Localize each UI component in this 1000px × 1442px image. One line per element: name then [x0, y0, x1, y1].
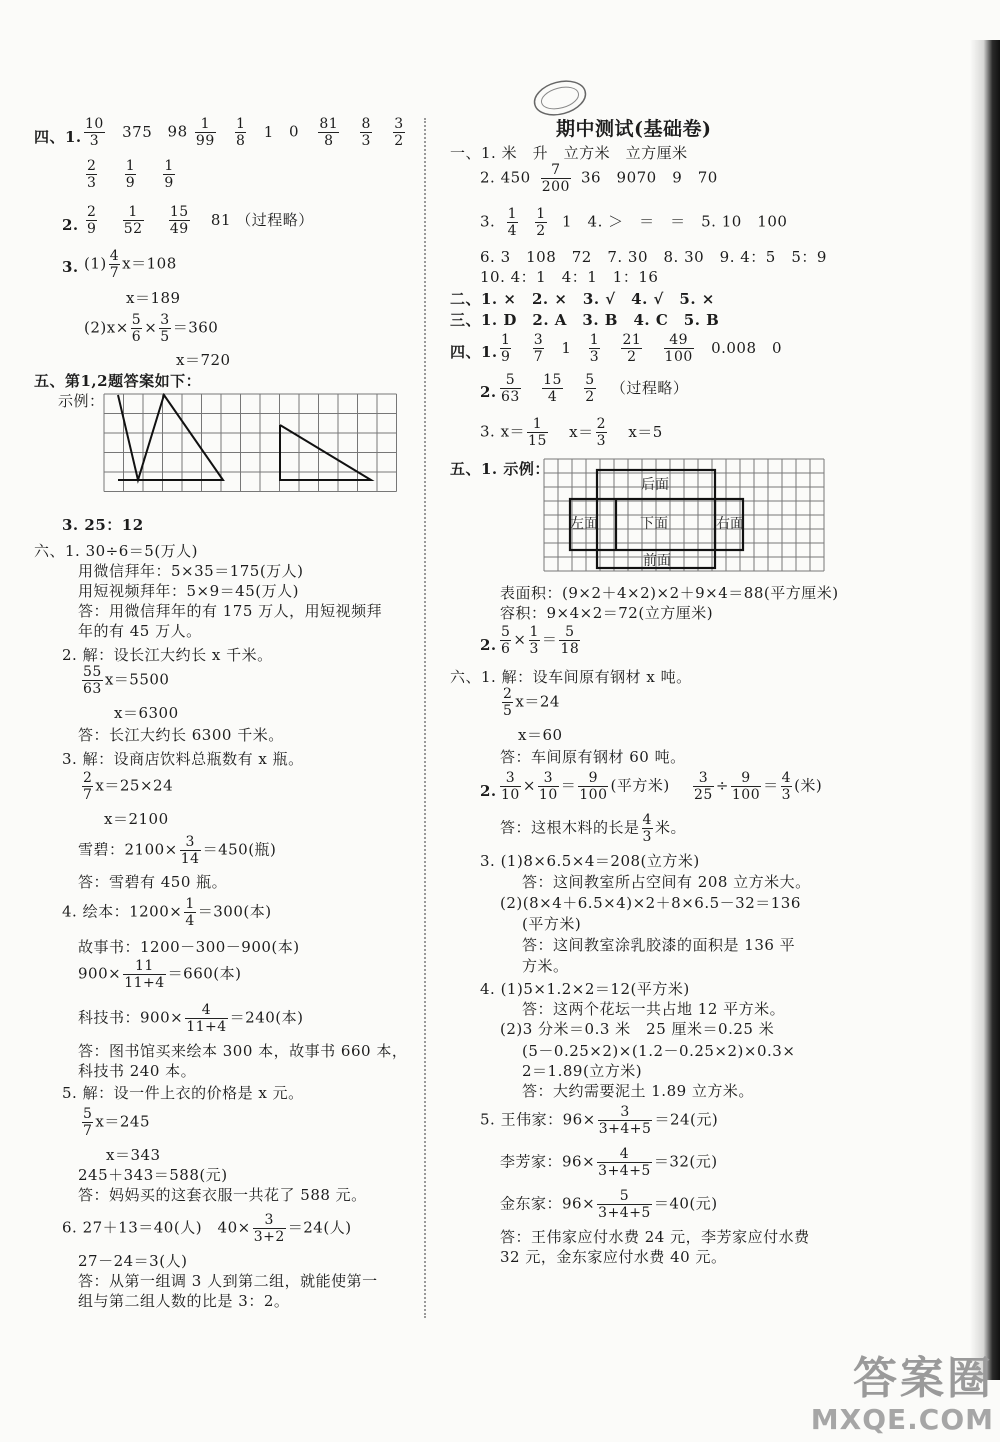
fraction: $\frac{1}{52}$: [123, 204, 143, 237]
left-s6-q5-eq: $\frac{5}{7}$ x＝245: [83, 1106, 151, 1139]
left-s4-q2-label: 2.: [62, 216, 79, 234]
label-left: 左面: [570, 516, 598, 532]
left-s6-q5-ans: x＝343: [106, 1146, 161, 1164]
fraction: $\frac{2}{9}$: [87, 204, 97, 237]
left-s4-q3-1-answer: x＝189: [126, 289, 181, 307]
right-s5-q2: $\frac{5}{6}$ × $\frac{1}{3}$ ＝ $\frac{5}{18}$: [501, 624, 580, 657]
right-s6-q2-reply: 答：这根木料的长是 $\frac{4}{3}$ 米。: [500, 812, 686, 845]
fraction: $\frac{1}{9}$: [125, 158, 136, 191]
fraction: $\frac{2}{5}$: [503, 686, 513, 719]
fraction: $\frac{1}{4}$: [507, 206, 518, 239]
label-bottom: 下面: [640, 516, 668, 532]
right-s6-q3-l4: (平方米): [522, 915, 582, 933]
fraction: $\frac{9}{100}$: [731, 770, 761, 803]
right-s1-q6: 6. 3 108 72 7. 30 8. 30 9. 4：5 5：9: [480, 248, 827, 266]
right-s6-q5-reply-2: 32 元，金东家应付水费 40 元。: [500, 1248, 727, 1266]
fraction: $\frac{5}{6}$: [131, 312, 142, 345]
watermark-main: 答案圈: [853, 1353, 994, 1404]
left-s6-q4-l2: 故事书：1200－300－900(本): [78, 938, 300, 956]
right-s6-q4-l1: 4. (1)5×1.2×2＝12(平方米): [480, 980, 690, 998]
watermark-logo: [811, 1354, 994, 1436]
left-s6-q3-eq: $\frac{2}{7}$ x＝25×24: [83, 770, 174, 803]
triangles-shape: [118, 395, 223, 480]
left-s6-q1-l3: 用短视频拜年：5×9＝45(万人): [78, 582, 299, 600]
column-separator: [424, 118, 426, 1318]
fraction: $\frac{7}{200}$: [541, 162, 570, 195]
left-s6-q2-ans: x＝6300: [114, 704, 179, 722]
left-s6-q4-reply-1: 答：图书馆买来绘本 300 本，故事书 660 本，: [78, 1042, 408, 1060]
right-s4-q2-label: 2.: [480, 383, 497, 401]
right-s6-q3-l2: 答：这间教室所占空间有 208 立方米大。: [522, 873, 811, 891]
left-s6-q4-l1: 4. 绘本：1200× $\frac{1}{4}$ ＝300(本): [62, 896, 272, 929]
right-s5-label: 五、1. 示例：: [450, 460, 550, 478]
left-s6-q6-l2: 27－24＝3(人): [78, 1252, 188, 1270]
fraction: $\frac{5}{2}$: [585, 372, 595, 405]
right-s6-q4-l5: 2＝1.89(立方米): [522, 1062, 643, 1080]
fraction: $\frac{1}{8}$: [236, 116, 246, 149]
right-s6-q5-reply-1: 答：王伟家应付水费 24 元，李芳家应付水费: [500, 1228, 810, 1246]
fraction: $\frac{3}{10}$: [538, 770, 558, 803]
left-s4-q3-1: (1) $\frac{4}{7}$ x＝108: [84, 248, 177, 281]
fraction: $\frac{4}{3}$: [781, 770, 792, 803]
right-s1-q10: 10. 4：1 4：1 1：16: [480, 268, 659, 286]
right-s6-q3-l3: (2)(8×4＋6.5×4)×2＋8×6.5－32＝136: [500, 894, 801, 912]
right-s4-q1: $\frac{1}{9}$ $\frac{3}{7}$ 1 $\frac{1}{3}$ $\frac{21}{2}$ $\frac{49}{100}$ 0.008 0: [501, 332, 783, 365]
left-s4-q2: $\frac{2}{9}$ $\frac{1}{52}$ $\frac{15}{49}$ 81 （过程略）: [87, 204, 314, 237]
fraction: $\frac{1}{9}$: [164, 158, 174, 191]
right-s6-q5-l1: 5. 王伟家：96× $\frac{3}{3+4+5}$ ＝24(元): [480, 1104, 719, 1137]
right-s6-q4-l2: 答：这两个花坛一共占地 12 平方米。: [522, 1000, 786, 1018]
left-grid-figure: [103, 393, 403, 503]
left-s4-q1-row1: $\frac{10}{3}$ 375 98 $\frac{1}{99}$ $\frac{1}{8}$ 1 0 $\frac{81}{8}$ $\frac{8}{3}$ $\frac{3}{2}$: [85, 116, 404, 149]
fraction: $\frac{1}{2}$: [536, 206, 546, 239]
left-s5-q3: 3. 25：12: [62, 516, 144, 534]
fraction: $\frac{4}{3}$: [642, 812, 652, 845]
left-s6-q2-reply: 答：长江大约长 6300 千米。: [78, 726, 284, 744]
left-s6-q2-eq: $\frac{55}{63}$ x＝5500: [83, 664, 170, 697]
right-s6-q1-head: 六、1. 解：设车间原有钢材 x 吨。: [450, 668, 692, 686]
page-title: 期中测试(基础卷): [556, 118, 712, 140]
left-s6-q3-head: 3. 解：设商店饮料总瓶数有 x 瓶。: [62, 750, 304, 768]
left-s5-example: 示例：: [58, 392, 105, 410]
fraction: $\frac{8}{3}$: [361, 116, 371, 149]
left-s4-q3-2-answer: x＝720: [176, 351, 231, 369]
left-s6-q5-head: 5. 解：设一件上衣的价格是 x 元。: [62, 1084, 304, 1102]
left-s4-q1-row2: [84, 158, 177, 191]
fraction: $\frac{3}{10}$: [501, 770, 520, 803]
label-front: 前面: [643, 553, 671, 569]
watermark-url: MXQE.COM: [810, 1403, 994, 1436]
right-s4-q3: 3. x＝ $\frac{1}{15}$ x＝ $\frac{2}{3}$ x＝5: [480, 416, 663, 449]
fraction: $\frac{1}{3}$: [529, 624, 539, 657]
right-s6-q3-l1: 3. (1)8×6.5×4＝208(立方米): [480, 852, 700, 870]
right-s4-q2: $\frac{5}{63}$ $\frac{15}{4}$ $\frac{5}{2}$ （过程略）: [501, 372, 689, 405]
right-s6-q2-label: 2.: [480, 782, 497, 800]
left-s6-q3-reply: 答：雪碧有 450 瓶。: [78, 873, 228, 891]
right-s6-q1-reply: 答：车间原有钢材 60 吨。: [500, 748, 686, 766]
left-s6-q1-l5: 年的有 45 万人。: [78, 622, 202, 640]
right-s6-q1-eq: $\frac{2}{5}$ x＝24: [503, 686, 560, 719]
left-s6-q6-l1: 6. 27＋13＝40(人) 40× $\frac{3}{3+2}$ ＝24(人): [62, 1212, 352, 1245]
badge-icon: [531, 78, 589, 118]
fraction: $\frac{3}{3+2}$: [253, 1212, 285, 1245]
right-s5-q2-label: 2.: [480, 636, 497, 654]
fraction: $\frac{5}{7}$: [83, 1106, 93, 1139]
fraction: $\frac{3}{5}$: [160, 312, 170, 345]
page-edge-shadow: [970, 40, 1000, 1380]
fraction: $\frac{1}{3}$: [589, 332, 600, 365]
fraction: $\frac{1}{99}$: [195, 116, 215, 149]
right-s6-q3-l5: 答：这间教室涂乳胶漆的面积是 136 平: [522, 936, 796, 954]
fraction: $\frac{3}{2}$: [394, 116, 404, 149]
right-s6-q1-ans: x＝60: [518, 726, 563, 744]
fraction: $\frac{2}{3}$: [87, 158, 97, 191]
right-s6-q4-l6: 答：大约需要泥土 1.89 立方米。: [522, 1082, 754, 1100]
left-s6-q1-l4: 答：用微信拜年的有 175 万人，用短视频拜: [78, 602, 383, 620]
right-s2: 二、1. × 2. × 3. √ 4. √ 5. ×: [450, 290, 715, 308]
right-s3: 三、1. D 2. A 3. B 4. C 5. B: [450, 311, 720, 329]
left-s6-q4-l4: 科技书：900× $\frac{4}{11+4}$ ＝240(本): [78, 1002, 304, 1035]
right-s5-vol: 容积：9×4×2＝72(立方厘米): [500, 604, 714, 622]
fraction: $\frac{4}{7}$: [109, 248, 120, 281]
left-s4-q3-2: (2)x× $\frac{5}{6}$ × $\frac{3}{5}$ ＝360: [84, 312, 219, 345]
fraction: $\frac{5}{18}$: [560, 624, 580, 657]
fraction: $\frac{10}{3}$: [85, 116, 104, 149]
right-s6-q2-eq: $\frac{3}{10}$ × $\frac{3}{10}$ ＝ $\frac{9}{100}$ (平方米) $\frac{3}{25}$ ÷ $\frac{9}{100}$ ＝ $\frac{4}{3}$ (米): [501, 770, 823, 803]
fraction: $\frac{5}{6}$: [501, 624, 511, 657]
fraction: $\frac{21}{2}$: [622, 332, 642, 365]
fraction: $\frac{9}{100}$: [579, 770, 608, 803]
right-s6-q5-l2: 李芳家：96× $\frac{4}{3+4+5}$ ＝32(元): [500, 1146, 718, 1179]
fraction: $\frac{5}{63}$: [501, 372, 520, 405]
left-s5-head: 五、第1,2题答案如下：: [34, 372, 202, 390]
fraction: $\frac{15}{4}$: [543, 372, 562, 405]
right-grid-figure: [543, 458, 825, 576]
fraction: $\frac{81}{8}$: [319, 116, 339, 149]
fraction: $\frac{55}{63}$: [83, 664, 102, 697]
fraction: $\frac{3}{25}$: [693, 770, 713, 803]
right-s1-q2: 2. 450 $\frac{7}{200}$ 36 9070 9 70: [480, 162, 718, 195]
right-s1-q1: 一、1. 米 升 立方米 立方厘米: [450, 144, 688, 162]
left-s6-q2-head: 2. 解：设长江大约长 x 千米。: [62, 646, 273, 664]
label-back: 后面: [641, 477, 669, 493]
right-s6-q4-l3: (2)3 分米＝0.3 米 25 厘米＝0.25 米: [500, 1020, 775, 1038]
left-s4-label: 四、1.: [34, 128, 82, 146]
fraction: $\frac{2}{3}$: [596, 416, 607, 449]
right-s1-q3: 3. $\frac{1}{4}$ $\frac{1}{2}$ 1 4. ＞ ＝ ＝ 5. 10 100: [480, 206, 788, 239]
left-s6-q3-ans: x＝2100: [104, 810, 169, 828]
fraction: $\frac{3}{14}$: [180, 834, 200, 867]
left-s4-q3-label: 3.: [62, 258, 79, 276]
right-s6-q3-l6: 方米。: [522, 957, 569, 975]
left-s6-q1-l2: 用微信拜年：5×35＝175(万人): [78, 562, 304, 580]
fraction: $\frac{3}{7}$: [533, 332, 544, 365]
fraction: $\frac{4}{11+4}$: [186, 1002, 227, 1035]
left-s6-q6-reply-2: 组与第二组人数的比是 3：2。: [78, 1292, 290, 1310]
right-s5-area: 表面积：(9×2＋4×2)×2＋9×4＝88(平方厘米): [500, 584, 839, 602]
left-s6-q5-reply: 答：妈妈买的这套衣服一共花了 588 元。: [78, 1186, 367, 1204]
label-right: 右面: [716, 516, 744, 532]
fraction: $\frac{3}{3+4+5}$: [598, 1104, 652, 1137]
fraction: $\frac{1}{15}$: [528, 416, 547, 449]
left-s6-q1-l1: 六、1. 30÷6＝5(万人): [34, 542, 199, 560]
left-s6-q3-calc: 雪碧：2100× $\frac{3}{14}$ ＝450(瓶): [78, 834, 277, 867]
fraction: $\frac{1}{4}$: [185, 896, 195, 929]
left-s6-q5-sum: 245＋343＝588(元): [78, 1166, 228, 1184]
right-s6-q5-l3: 金东家：96× $\frac{5}{3+4+5}$ ＝40(元): [500, 1188, 718, 1221]
fraction: $\frac{11}{11+4}$: [124, 958, 165, 991]
fraction: $\frac{15}{49}$: [169, 204, 189, 237]
left-s6-q4-l3: 900× $\frac{11}{11+4}$ ＝660(本): [78, 958, 242, 991]
right-s6-q4-l4: (5－0.25×2)×(1.2－0.25×2)×0.3×: [522, 1042, 796, 1060]
fraction: $\frac{4}{3+4+5}$: [598, 1146, 651, 1179]
fraction: $\frac{5}{3+4+5}$: [598, 1188, 651, 1221]
fraction: $\frac{2}{7}$: [83, 770, 93, 803]
left-s6-q6-reply-1: 答：从第一组调 3 人到第二组，就能使第一: [78, 1272, 378, 1290]
fraction: $\frac{1}{9}$: [501, 332, 511, 365]
left-s6-q4-reply-2: 科技书 240 本。: [78, 1062, 197, 1080]
right-s4-q1-label: 四、1.: [450, 343, 498, 361]
fraction: $\frac{49}{100}$: [664, 332, 693, 365]
